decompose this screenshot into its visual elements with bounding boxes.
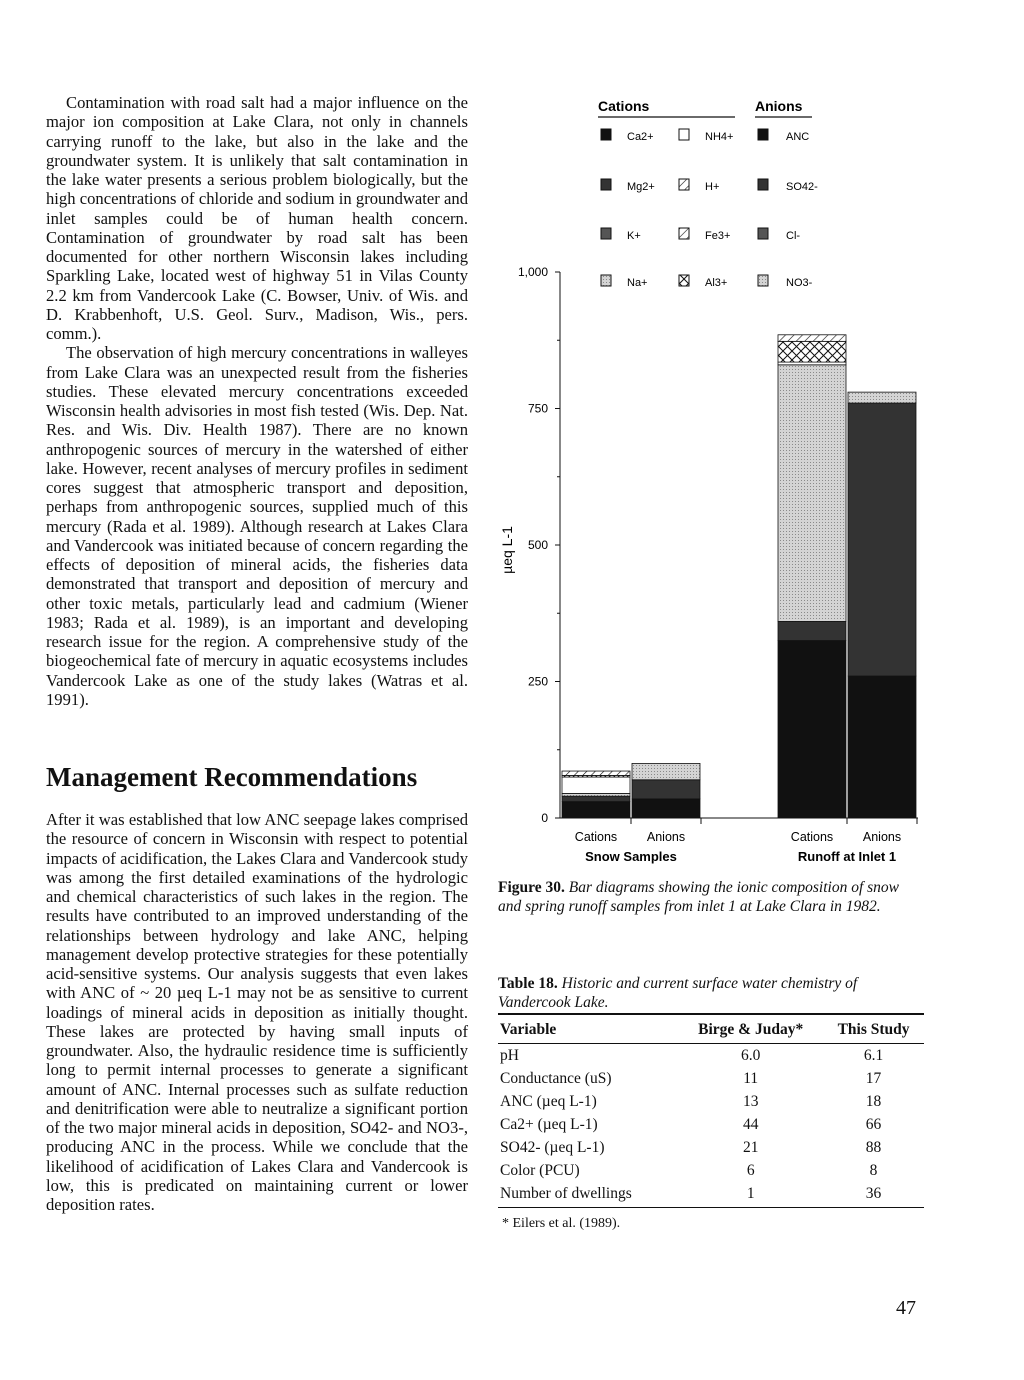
legend-swatch [679, 179, 689, 190]
ionic-composition-chart [490, 90, 930, 870]
bar-segment-nh4 [562, 777, 630, 793]
cell-birge-juday: 1 [678, 1182, 823, 1208]
legend-label: Fe3+ [705, 230, 731, 242]
bar-segment-ca2 [562, 802, 630, 818]
cell-this-study: 8 [869, 1161, 878, 1179]
x-bar-label: Anions [646, 830, 686, 844]
page-number: 47 [896, 1297, 916, 1319]
cell-birge-juday: 6.0 [741, 1046, 761, 1064]
legend-label: K+ [627, 230, 641, 242]
management-text-column [46, 810, 468, 1214]
cell-birge-juday: 44 [742, 1115, 759, 1133]
y-tick-label: 250 [527, 674, 548, 689]
bar-segment-no3 [848, 392, 916, 403]
cell-this-study: 66 [865, 1115, 882, 1133]
legend-swatch [601, 275, 611, 286]
bar-segment-no3 [632, 763, 700, 779]
legend-swatch [601, 179, 611, 190]
legend-swatch [601, 129, 611, 140]
bar-segment-nh4 [778, 362, 846, 365]
cell-variable: Conductance (uS) [500, 1069, 612, 1087]
paragraph-management: After it was established that low ANC seepage lakes comprised the resource of concern in Wisconsin with respect to potential impacts of acidification, the Lakes Clara and Vandercook study was among the first detailed examinations of the hydrologic and chemical characteristics of such lakes in the region. The results have contributed to an improved understanding of the relationships between hydrology and lake ANC, helping management develop protective strategies for these potentially acid-sensitive systems. Our analysis suggests that even lakes with ANC of ~ 20 µeq L-1 may not be as sensitive to current loadings of mineral acids in deposition as initially thought. These lakes are protected by having small inputs of groundwater. Also, the hydraulic residence time is sufficiently long to permit internal processes to generate a significant amount of ANC. Internal processes such as sulfate reduction and denitrification were able to neutralize a significant portion of the two major mineral acids in deposition, SO42- and NO3-, producing ANC in the process. While we conclude that the likelihood of acidification of Lakes Clara and Vandercook is low, this is predicated on maintaining current or lower deposition rates. [46, 810, 468, 1214]
figure-caption-label: Figure 30. [498, 879, 565, 896]
cell-this-study: 36 [823, 1182, 924, 1208]
legend-label: Mg2+ [627, 181, 655, 193]
body-text-column [46, 93, 468, 709]
table-row [498, 1182, 924, 1208]
bar-segment-mg2 [562, 796, 630, 801]
legend-swatch [758, 129, 768, 140]
paragraph-road-salt: Contamination with road salt had a major influence on the major ion composition at Lake Clara, not only in channels carrying runoff to the lake, but also in the lake and the groundwater system. It is unlikely that salt contamination in the lake water presents a serious problem biologically, but the high concentrations of chloride and sodium in groundwater and inlet samples could be of human health concern. Contamination of groundwater by road salt has been documented for other northern Wisconsin lakes including Sparkling Lake, located west of highway 51 in Vilas County 2.2 km from Vandercook Lake (C. Bowser, Univ. of Wis. and D. Krabbenhoft, U.S. Geol. Surv., Madison, Wis., pers. comm.). [46, 93, 468, 343]
table-row [498, 1067, 924, 1090]
x-group-label: Snow Samples [585, 849, 677, 864]
header-variable: Variable [498, 1014, 678, 1044]
x-bar-label: Anions [862, 830, 902, 844]
table-row [498, 1136, 924, 1159]
cell-birge-juday: 21 [742, 1138, 759, 1156]
cell-variable: Number of dwellings [498, 1182, 678, 1208]
x-axis-labels [575, 818, 917, 864]
cell-this-study: 18 [865, 1092, 882, 1110]
legend-label: Cl- [786, 230, 801, 242]
cell-birge-juday: 11 [743, 1069, 759, 1087]
legend-label: Al3+ [705, 277, 728, 289]
y-tick-label: 750 [527, 401, 548, 416]
cell-birge-juday: 13 [742, 1092, 759, 1110]
table-caption-label: Table 18. [498, 975, 558, 992]
cell-variable: ANC (µeq L-1) [500, 1092, 597, 1110]
x-group-label: Runoff at Inlet 1 [797, 849, 897, 864]
table-row [498, 1044, 924, 1068]
legend-label: ANC [786, 131, 810, 143]
figure-caption-text: Bar diagrams showing the ionic composition of snow and spring runoff samples from inlet 1 at Lake Clara in 1982. [498, 879, 899, 915]
bar-stacks [562, 335, 916, 818]
bar-segment-h [562, 771, 630, 775]
figure-caption [498, 878, 920, 916]
legend-swatch [679, 275, 689, 286]
legend-swatch [758, 275, 768, 286]
x-bar-label: Cations [790, 830, 834, 844]
table-row [498, 1159, 924, 1182]
x-bar-label: Cations [574, 830, 618, 844]
y-tick-label: 500 [527, 538, 548, 552]
bar-segment-na [778, 365, 846, 622]
legend-label: Na+ [627, 277, 648, 289]
bar-segment-al3 [778, 341, 846, 362]
legend-label: SO42- [786, 181, 818, 193]
cell-variable: SO42- (µeq L-1) [500, 1138, 605, 1156]
legend-swatch [679, 129, 689, 140]
paragraph-mercury: The observation of high mercury concentrations in walleyes from Lake Clara was an unexpected result from the fisheries studies. These elevated mercury concentrations exceeded Wisconsin health advisories in most fish tested (Wis. Dep. Nat. Res. and Wis. Div. Health 1987). There are no known anthropogenic sources of mercury in the watershed of either lake. However, recent analyses of mercury profiles in sediment cores suggest that atmospheric transport and deposition, perhaps from anthropogenic sources, supplied much of this mercury (Rada et al. 1989). Although research at Lakes Clara and Vandercook was initiated because of concern regarding the effects of deposition of mineral acids, the fisheries data demonstrated that transport and deposition of mercury and other toxic metals, particularly lead and cadmium (Wiener 1983; Rada et al. 1989), is an important and developing research issue for the region. A comprehensive study of the biogeochemical fate of mercury in aquatic ecosystems includes Vandercook Lake as one of the study lakes (Watras et al. 1991). [46, 343, 468, 709]
table-caption-text: Historic and current surface water chemistry of Vandercook Lake. [498, 975, 858, 1011]
legend-label: NO3- [786, 277, 813, 289]
table-header-row [498, 1014, 924, 1044]
legend-cations-title: Cations [598, 98, 650, 114]
legend-anions-title: Anions [755, 98, 803, 114]
legend-swatch [758, 228, 768, 239]
legend-label: H+ [705, 181, 720, 193]
header-this-study: This Study [823, 1014, 924, 1044]
cell-this-study: 88 [865, 1138, 882, 1156]
y-tick-label: 0 [541, 811, 548, 825]
bar-segment-h [778, 335, 846, 342]
table-caption [498, 974, 920, 1012]
y-tick-label: 1,000 [517, 265, 548, 279]
bar-segment-so42 [848, 403, 916, 676]
bar-segment-anc [632, 799, 700, 818]
bar-segment-mg2 [778, 621, 846, 640]
table-row [498, 1113, 924, 1136]
bar-segment-ca2 [778, 641, 846, 818]
bar-segment-so42 [632, 780, 700, 799]
table-footnote: * Eilers et al. (1989). [502, 1216, 621, 1231]
legend-label: NH4+ [705, 131, 734, 143]
chart-legend [598, 98, 818, 289]
bar-segment-anc [848, 676, 916, 818]
cell-this-study: 6.1 [863, 1046, 884, 1064]
cell-birge-juday: 6 [746, 1161, 755, 1179]
cell-variable: Color (PCU) [500, 1161, 580, 1179]
cell-variable: Ca2+ (µeq L-1) [500, 1115, 598, 1133]
table-body [498, 1044, 924, 1208]
y-axis-label: µeq L-1 [499, 526, 515, 574]
header-birge-juday: Birge & Juday* [678, 1014, 823, 1044]
chemistry-table [498, 1013, 924, 1208]
table-row [498, 1090, 924, 1113]
cell-variable: pH [500, 1046, 519, 1064]
legend-swatch [679, 228, 689, 239]
legend-swatch [601, 228, 611, 239]
bar-segment-na [562, 793, 630, 796]
section-heading: Management Recommendations [46, 762, 418, 792]
legend-swatch [758, 179, 768, 190]
cell-this-study: 17 [865, 1069, 882, 1087]
legend-label: Ca2+ [627, 131, 654, 143]
